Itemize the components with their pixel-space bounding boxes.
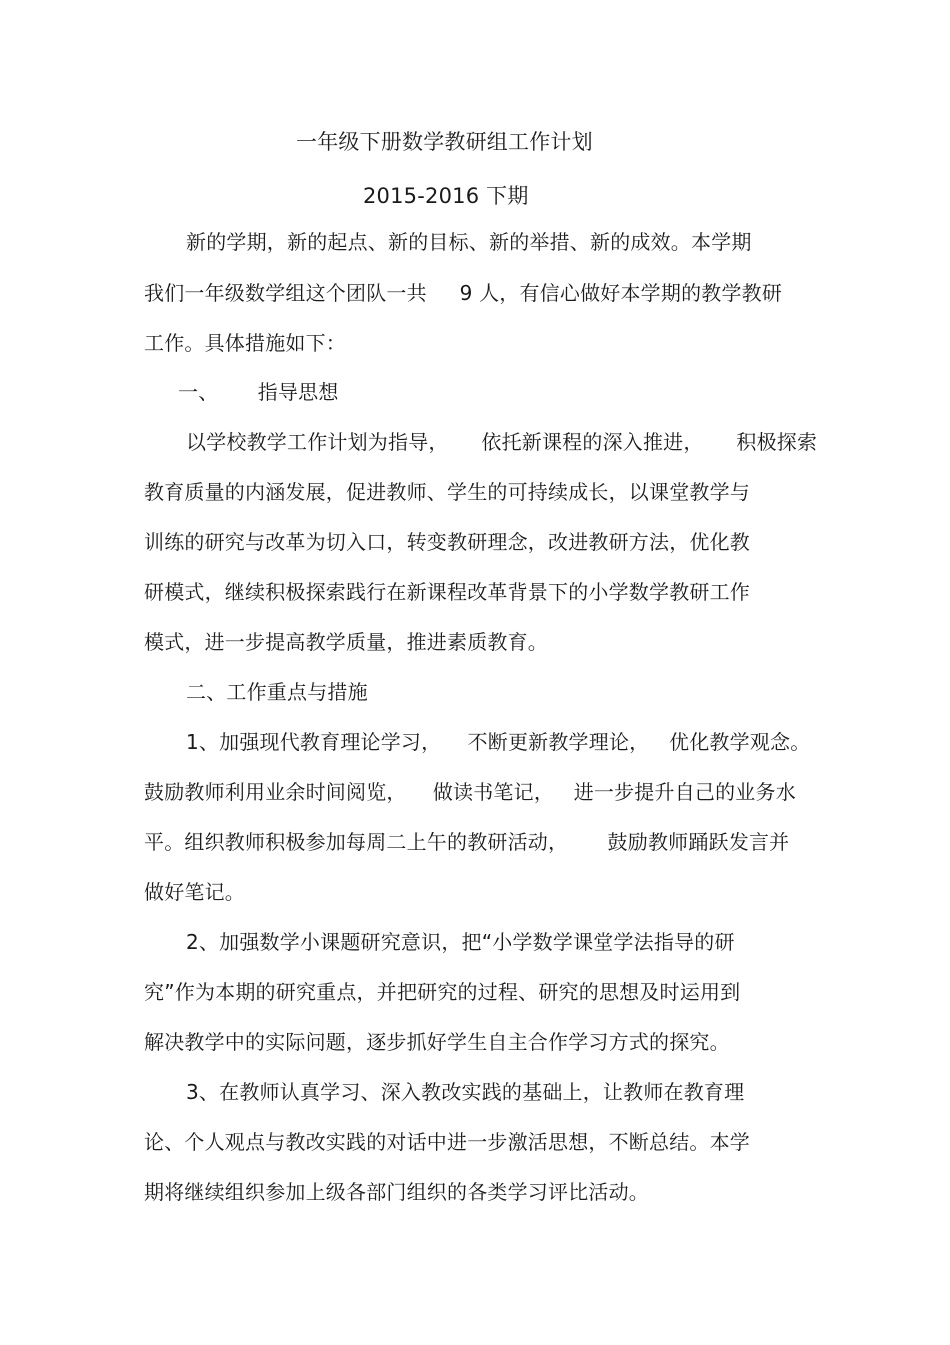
item-line: 平。组织教师积极参加每周二上午的教研活动， 鼓励教师踊跃发言并 <box>144 830 790 854</box>
item-line: 1、加强现代教育理论学习， 不断更新教学理论， 优化教学观念。 <box>186 730 811 754</box>
intro-line: 新的学期，新的起点、新的目标、新的举措、新的成效。本学期 <box>186 230 752 254</box>
paragraph-line: 教育质量的内涵发展，促进教师、学生的可持续成长，以课堂教学与 <box>144 480 750 504</box>
item-line: 2、加强数学小课题研究意识，把“小学数学课堂学法指导的研 <box>186 930 735 954</box>
document-subtitle: 2015-2016 下期 <box>363 184 529 208</box>
paragraph-line: 模式，进一步提高教学质量，推进素质教育。 <box>144 630 548 654</box>
item-line: 期将继续组织参加上级各部门组织的各类学习评比活动。 <box>144 1180 649 1204</box>
item-line: 论、个人观点与教改实践的对话中进一步激活思想，不断总结。本学 <box>144 1130 750 1154</box>
section-heading: 一、 指导思想 <box>178 380 339 404</box>
intro-line: 我们一年级数学组这个团队一共 9 人，有信心做好本学期的教学教研 <box>144 281 783 305</box>
section-heading: 二、工作重点与措施 <box>186 680 368 704</box>
document-title: 一年级下册数学教研组工作计划 <box>296 130 593 154</box>
item-line: 解决教学中的实际问题，逐步抓好学生自主合作学习方式的探究。 <box>144 1030 730 1054</box>
item-line: 鼓励教师利用业余时间阅览， 做读书笔记， 进一步提升自己的业务水 <box>144 780 796 804</box>
item-line: 究”作为本期的研究重点，并把研究的过程、研究的思想及时运用到 <box>144 980 741 1004</box>
item-line: 3、在教师认真学习、深入教改实践的基础上，让教师在教育理 <box>186 1080 745 1104</box>
paragraph-line: 训练的研究与改革为切入口，转变教研理念，改进教研方法，优化教 <box>144 530 750 554</box>
paragraph-line: 研模式，继续积极探索践行在新课程改革背景下的小学数学教研工作 <box>144 580 750 604</box>
paragraph-line: 以学校教学工作计划为指导， 依托新课程的深入推进， 积极探索 <box>186 430 818 454</box>
item-line: 做好笔记。 <box>144 880 245 904</box>
intro-line: 工作。具体措施如下： <box>144 331 346 355</box>
